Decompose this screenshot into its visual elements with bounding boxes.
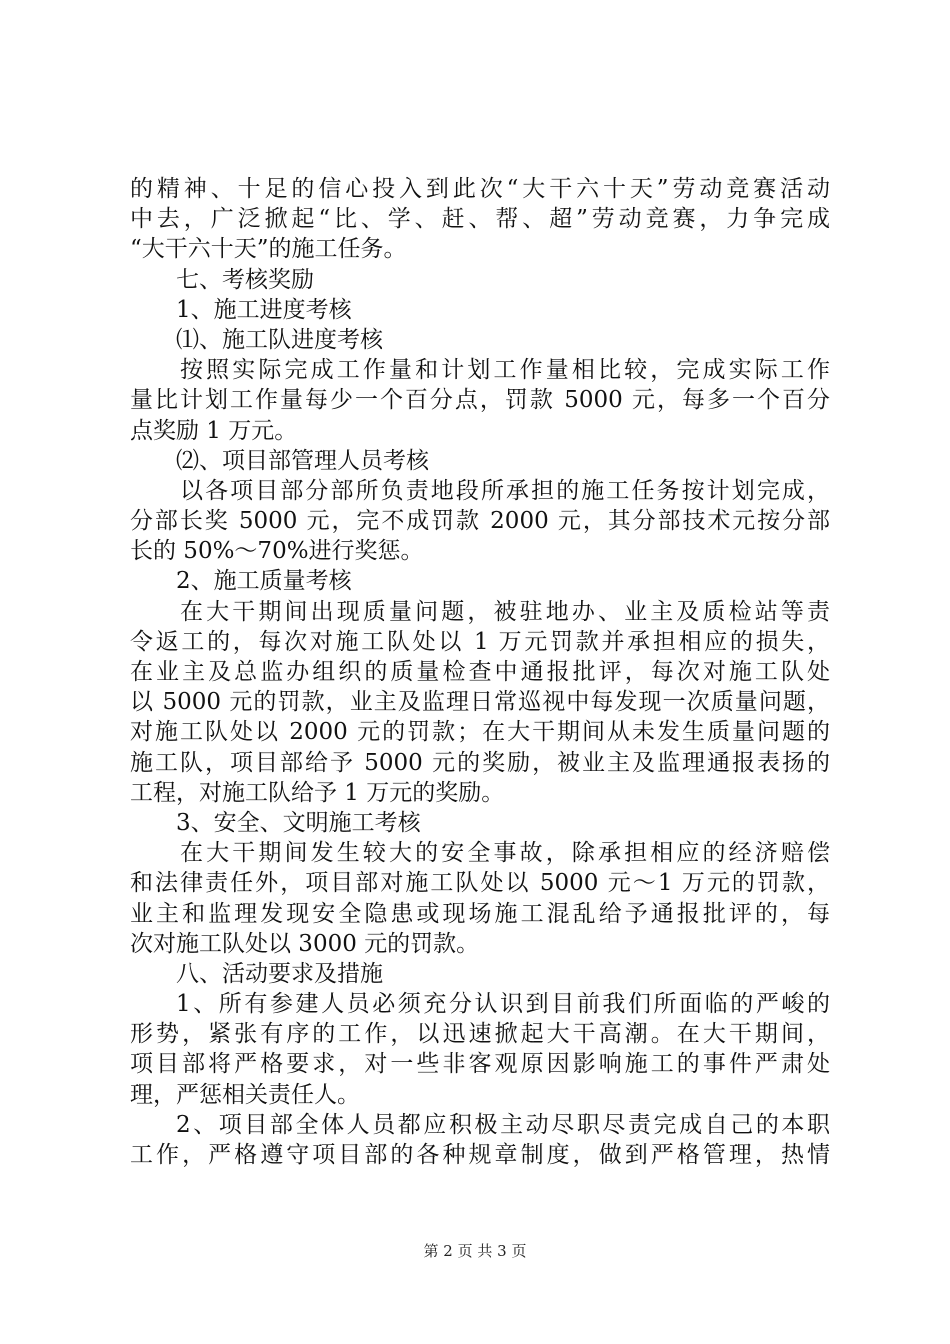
text-line: 2、项目部全体人员都应积极主动尽职尽责完成自己的本职 [176, 1111, 830, 1138]
subsection-heading: ⑴、施工队进度考核 [176, 326, 383, 353]
text-line: 工程，对施工队给予 1 万元的奖励。 [130, 779, 505, 806]
text-line: 工作，严格遵守项目部的各种规章制度，做到严格管理，热情 [130, 1142, 830, 1168]
text-line: 1、所有参建人员必须充分认识到目前我们所面临的严峻的 [176, 991, 830, 1018]
text-line: 令返工的，每次对施工队处以 1 万元罚款并承担相应的损失， [130, 628, 830, 655]
text-line: 量比计划工作量每少一个百分点，罚款 5000 元，每多一个百分 [130, 387, 830, 414]
subsection-heading: ⑵、项目部管理人员考核 [176, 447, 429, 474]
text-line: 项目部将严格要求，对一些非客观原因影响施工的事件严肃处 [130, 1051, 830, 1078]
page-footer: 第 2 页 共 3 页 [423, 1242, 527, 1260]
text-line: 施工队，项目部给予 5000 元的奖励，被业主及监理通报表扬的 [130, 749, 830, 776]
text-line: 形势，紧张有序的工作，以迅速掀起大干高潮。在大干期间， [130, 1021, 830, 1048]
text-line: 和法律责任外，项目部对施工队处以 5000 元～1 万元的罚款， [130, 870, 830, 897]
text-line: 理，严惩相关责任人。 [130, 1081, 360, 1108]
subsection-heading: 1、施工进度考核 [176, 296, 352, 323]
text-line: 分部长奖 5000 元，完不成罚款 2000 元，其分部技术元按分部 [130, 508, 830, 535]
text-line: 点奖励 1 万元。 [130, 417, 298, 444]
text-line: 以各项目部分部所负责地段所承担的施工任务按计划完成， [180, 477, 830, 504]
text-line: 长的 50%～70%进行奖惩。 [130, 538, 424, 565]
text-line: 的精神、十足的信心投入到此次“大干六十天”劳动竞赛活动 [130, 176, 830, 202]
text-line: “大干六十天”的施工任务。 [130, 236, 407, 263]
subsection-heading: 3、安全、文明施工考核 [176, 809, 421, 836]
text-line: 中去，广泛掀起“比、学、赶、帮、超”劳动竞赛，力争完成 [130, 206, 830, 233]
text-line: 在业主及总监办组织的质量检查中通报批评，每次对施工队处 [130, 659, 830, 685]
text-line: 在大干期间出现质量问题，被驻地办、业主及质检站等责 [180, 598, 830, 625]
text-line: 对施工队处以 2000 元的罚款；在大干期间从未发生质量问题的 [130, 719, 830, 746]
text-line: 次对施工队处以 3000 元的罚款。 [130, 930, 480, 957]
body-text [130, 174, 830, 1170]
text-line: 业主和监理发现安全隐患或现场施工混乱给予通报批评的，每 [130, 900, 830, 927]
section-heading: 八、活动要求及措施 [176, 960, 383, 987]
text-line: 以 5000 元的罚款，业主及监理日常巡视中每发现一次质量问题， [130, 689, 830, 716]
text-line: 按照实际完成工作量和计划工作量相比较，完成实际工作 [180, 357, 830, 384]
subsection-heading: 2、施工质量考核 [176, 568, 352, 595]
text-line: 在大干期间发生较大的安全事故，除承担相应的经济赔偿 [180, 840, 830, 867]
section-heading: 七、考核奖励 [176, 266, 314, 293]
